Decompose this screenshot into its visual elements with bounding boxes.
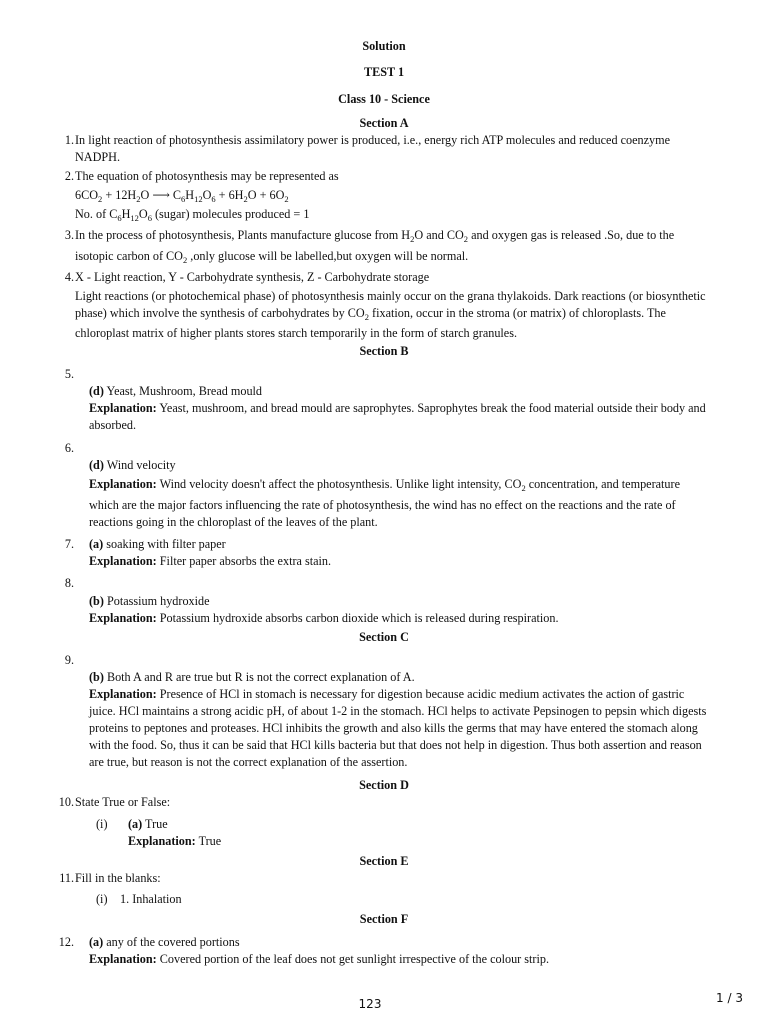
question-number: 11. bbox=[59, 871, 74, 885]
option-label: (d) bbox=[89, 458, 104, 472]
answer-text: Yeast, Mushroom, Bread mould bbox=[106, 384, 263, 398]
answer-line: In light reaction of photosynthesis assimilatory power is produced, i.e., energy rich ATP molecules and reduced coenzyme bbox=[75, 133, 670, 147]
explanation-text: Filter paper absorbs the extra stain. bbox=[159, 554, 332, 568]
question-4 bbox=[56, 269, 732, 342]
question-1 bbox=[56, 132, 732, 166]
test-title: TEST 1 bbox=[363, 65, 405, 79]
option-label: (b) bbox=[89, 670, 104, 684]
section-f-heading: Section F bbox=[359, 912, 409, 926]
question-10 bbox=[56, 794, 732, 850]
question-number: 3. bbox=[64, 228, 74, 242]
answer-text: True bbox=[145, 817, 168, 831]
option-label: (d) bbox=[89, 384, 104, 398]
option-label: (a) bbox=[89, 935, 104, 949]
section-a-heading: Section A bbox=[359, 116, 409, 130]
explanation-text: reactions going in the chloroplast of the leaves of the plant. bbox=[89, 515, 378, 529]
explanation-text: which are the major factors influencing the rate of photosynthesis, the wind has no effect on the reactions and the rate of bbox=[89, 498, 676, 512]
answer-text: soaking with filter paper bbox=[106, 537, 226, 551]
explanation-text: with the food. So, thus it can be said that HCl kills bacteria but that does not help in digestion. Thus both assertion and reason bbox=[89, 738, 702, 752]
question-number: 4. bbox=[64, 270, 74, 284]
explanation-text: Potassium hydroxide absorbs carbon dioxide which is released during respiration. bbox=[159, 611, 559, 625]
question-stem: Fill in the blanks: bbox=[75, 871, 161, 885]
answer-line: The equation of photosynthesis may be represented as bbox=[75, 169, 339, 183]
explanation-label: Explanation: bbox=[89, 687, 157, 701]
explanation-label: Explanation: bbox=[128, 834, 196, 848]
roman-numeral: (i) bbox=[96, 892, 108, 906]
explanation-text: absorbed. bbox=[89, 418, 137, 432]
question-number: 5. bbox=[64, 367, 74, 381]
explanation-text: are true, but reason is not the correct explanation of the assertion. bbox=[89, 755, 408, 769]
explanation-text: True bbox=[198, 834, 222, 848]
question-stem: State True or False: bbox=[75, 795, 171, 809]
answer-text: Potassium hydroxide bbox=[106, 594, 210, 608]
question-3 bbox=[56, 227, 732, 265]
question-number: 9. bbox=[64, 653, 74, 667]
answer-text: any of the covered portions bbox=[106, 935, 240, 949]
explanation-text: Presence of HCl in stomach is necessary for digestion because acidic medium activates the action of gastric bbox=[159, 687, 685, 701]
answer-line: Light reactions (or photochemical phase) of photosynthesis mainly occur on the grana thylakoids. Dark reactions (or biosynthetic bbox=[75, 289, 706, 303]
answer-text: 1. Inhalation bbox=[120, 892, 182, 906]
question-number: 1. bbox=[64, 133, 74, 147]
question-9 bbox=[56, 652, 732, 771]
class-title: Class 10 - Science bbox=[338, 92, 430, 106]
question-number: 7. bbox=[64, 537, 74, 551]
explanation-text: Covered portion of the leaf does not get sunlight irrespective of the colour strip. bbox=[159, 952, 550, 966]
option-label: (a) bbox=[89, 537, 104, 551]
explanation-label: Explanation: bbox=[89, 952, 157, 966]
answer-text: Both A and R are true but R is not the correct explanation of A. bbox=[106, 670, 415, 684]
explanation-text: proteins to peptones and proteases. HCl inhibits the growth and also kills the germs that may have entered the stomach along bbox=[89, 721, 698, 735]
section-c-heading: Section C bbox=[359, 630, 409, 644]
section-d-heading: Section D bbox=[359, 778, 409, 792]
explanation-label: Explanation: bbox=[89, 477, 157, 491]
answer-line: In the process of photosynthesis, Plants manufacture glucose from $H_2O$ and $CO_2$ and oxygen gas is released .So, due to the bbox=[75, 228, 675, 244]
answer-line: NADPH. bbox=[75, 150, 121, 164]
question-7 bbox=[56, 536, 732, 570]
answer-line: chloroplast matrix of higher plants stores starch temporarily in the form of starch granules. bbox=[75, 326, 518, 340]
answer-line: No. of $C_6H_{12}O_6$ (sugar) molecules produced = 1 bbox=[75, 207, 310, 223]
answer-line: phase) which involve the synthesis of carbohydrates by $CO_2$ fixation, occur in the stroma (or matrix) of chloroplasts. The bbox=[75, 306, 666, 322]
page-indicator: 1 / 3 bbox=[716, 991, 743, 1005]
explanation-text: Yeast, mushroom, and bread mould are saprophytes. Saprophytes break the food material outside their body and bbox=[159, 401, 706, 415]
question-12 bbox=[56, 934, 732, 968]
footer-number: 123 bbox=[358, 997, 382, 1011]
question-8 bbox=[56, 575, 732, 627]
question-number: 6. bbox=[64, 441, 74, 455]
question-number: 12. bbox=[58, 935, 74, 949]
option-label: (a) bbox=[128, 817, 143, 831]
question-2 bbox=[56, 168, 732, 223]
answer-text: Wind velocity bbox=[106, 458, 176, 472]
document-title: Solution bbox=[362, 39, 406, 53]
question-5 bbox=[56, 366, 732, 434]
question-number: 2. bbox=[64, 169, 74, 183]
question-number: 10. bbox=[58, 795, 74, 809]
explanation-label: Explanation: bbox=[89, 554, 157, 568]
question-6 bbox=[56, 440, 732, 531]
explanation-text: juice. HCl maintains a strong acidic pH, of about 1-2 in the stomach. HCl helps to activate Pepsinogen to pepsin which digests bbox=[89, 704, 707, 718]
explanation-label: Explanation: bbox=[89, 611, 157, 625]
explanation-label: Explanation: bbox=[89, 401, 157, 415]
answer-line: isotopic carbon of $CO_2$ ,only glucose will be labelled,but oxygen will be normal. bbox=[75, 249, 469, 265]
question-11 bbox=[56, 870, 732, 908]
section-b-heading: Section B bbox=[359, 344, 409, 358]
chemical-equation: $6CO_2 + 12H_2O$ ⟶ $C_6H_{12}O_6 + 6H_2O + 6O_2$ bbox=[75, 188, 289, 204]
answer-line: X - Light reaction, Y - Carbohydrate synthesis, Z - Carbohydrate storage bbox=[75, 270, 430, 284]
section-e-heading: Section E bbox=[359, 854, 409, 868]
question-number: 8. bbox=[64, 576, 74, 590]
explanation-text: Wind velocity doesn't affect the photosynthesis. Unlike light intensity, $CO_2$ concentration, and temperature bbox=[159, 477, 680, 493]
roman-numeral: (i) bbox=[96, 817, 108, 831]
option-label: (b) bbox=[89, 594, 104, 608]
